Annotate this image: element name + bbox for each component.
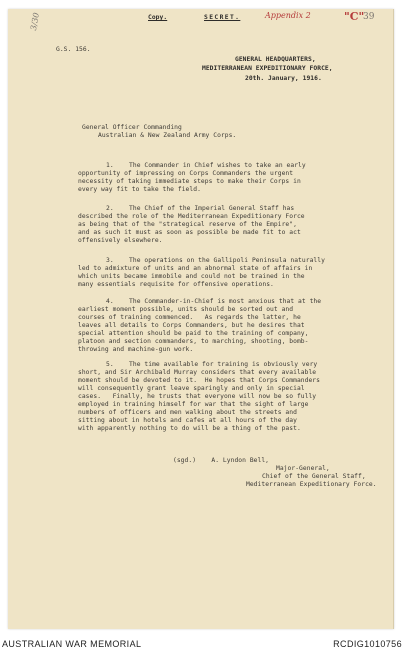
signature-line-4: Mediterranean Expeditionary Force.: [246, 481, 377, 488]
paragraph-line: every way fit to take the field.: [78, 186, 201, 193]
paragraph-line: offensively elsewhere.: [78, 237, 163, 244]
footer-record-id: RCDIG1010756: [333, 639, 402, 649]
paragraph-line: 3. The operations on the Gallipoli Peninsula naturally: [106, 257, 325, 264]
paragraph-line: special attention should be paid to the training of company,: [78, 330, 309, 337]
secret-label: SECRET.: [204, 14, 241, 21]
paragraph-line: moment should be devoted to it. He hopes that Corps Commanders: [78, 377, 320, 384]
paragraph-line: sitting about in hotels and cafes at all hours of the day: [78, 417, 297, 424]
paragraph-line: as being that of the "strategical reserve of the Empire",: [78, 221, 297, 228]
paragraph-line: with apparently nothing to do will be a thing of the past.: [78, 425, 301, 432]
signature-line-1: (sgd.) A. Lyndon Bell,: [173, 457, 270, 464]
paragraph-line: courses of training commenced. As regards the latter, he: [78, 314, 301, 321]
paragraph-line: necessity of taking immediate steps to make their Corps in: [78, 178, 301, 185]
paragraph-line: many essentials requisite for offensive operations.: [78, 281, 274, 288]
paragraph-line: employed in training himself for war that the sight of large: [78, 401, 309, 408]
appendix-annotation: Appendix 2: [265, 11, 311, 20]
footer-bar: [0, 631, 405, 654]
paragraph-line: earliest moment possible, units should be sorted out and: [78, 306, 294, 313]
paragraph-line: platoon and section commanders, to marching, shooting, bomb-: [78, 338, 309, 345]
margin-pencil-mark: 3/30: [28, 11, 41, 32]
paragraph-line: 5. The time available for training is obviously very: [106, 361, 318, 368]
paragraph-line: numbers of officers and men walking about the streets and: [78, 409, 297, 416]
paragraph-line: and as such it must as soon as possible be made fit to act: [78, 229, 301, 236]
addressee-line-1: General Officer Commanding: [82, 124, 182, 131]
paragraph-line: 2. The Chief of the Imperial General Staff has: [106, 205, 295, 212]
hq-date: 20th. January, 1916.: [245, 75, 322, 82]
paragraph-line: 4. The Commander-in-Chief is most anxious that at the: [106, 298, 322, 305]
paragraph-line: will consequently grant leave sparingly and only in special: [78, 385, 305, 392]
paragraph-line: leaves all details to Corps Commanders, but he desires that: [78, 322, 305, 329]
paragraph-line: led to admixture of units and an abnormal state of affairs in: [78, 265, 313, 272]
paragraph-line: 1. The Commander in Chief wishes to take an early: [106, 162, 306, 169]
footer-source: AUSTRALIAN WAR MEMORIAL: [2, 639, 142, 649]
hq-line-1: GENERAL HEADQUARTERS,: [235, 56, 316, 63]
hq-line-2: MEDITERRANEAN EXPEDITIONARY FORCE,: [202, 65, 333, 72]
paragraph-line: which units became immobile and could not be trained in the: [78, 273, 305, 280]
paragraph-line: described the role of the Mediterranean Expeditionary Force: [78, 213, 305, 220]
paragraph-line: short, and Sir Archibald Murray considers that every available: [78, 369, 317, 376]
reference-number: G.S. 156.: [56, 46, 91, 53]
c-mark: "C": [344, 10, 365, 23]
paragraph-line: throwing and machine-gun work.: [78, 346, 194, 353]
paragraph-line: opportunity of impressing on Corps Commanders the urgent: [78, 170, 294, 177]
document-page: [8, 9, 394, 629]
paragraph-line: cases. Finally, he trusts that everyone will now be so fully: [78, 393, 317, 400]
copy-label: Copy.: [148, 14, 168, 21]
page-number: 39: [363, 12, 375, 22]
addressee-line-2: Australian & New Zealand Army Corps.: [98, 132, 237, 139]
signature-line-2: Major-General,: [276, 465, 330, 472]
signature-line-3: Chief of the General Staff,: [262, 473, 366, 480]
